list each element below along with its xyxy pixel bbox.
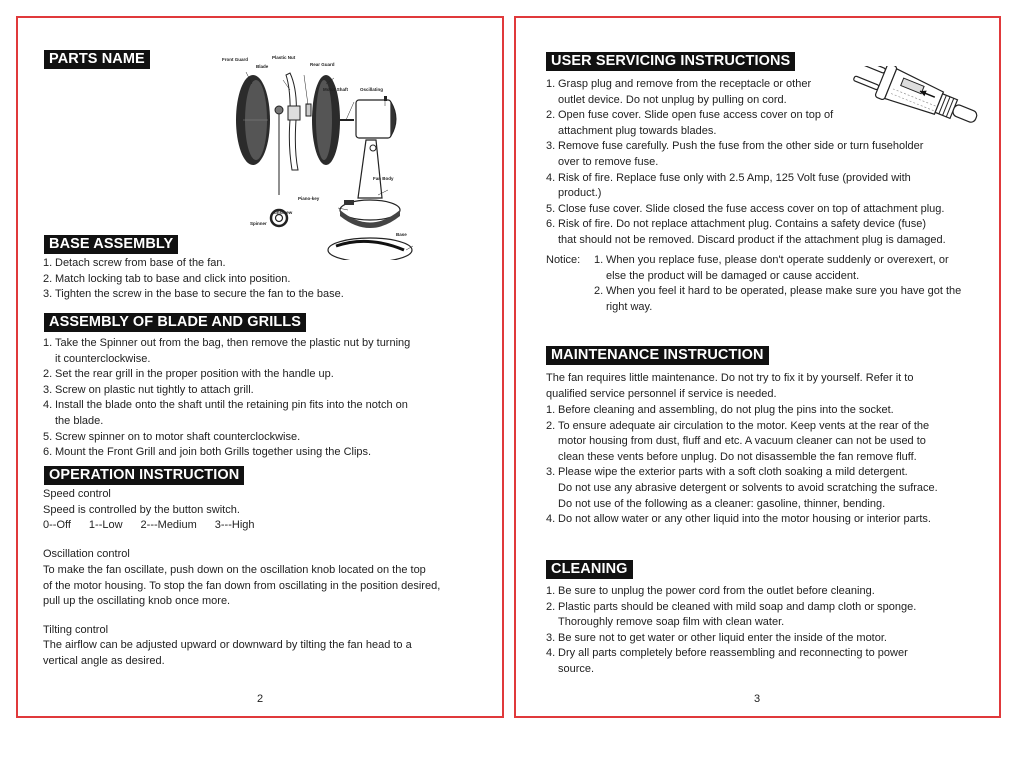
list-item: 2. To ensure adequate air circulation to the motor. Keep vents at the rear of the motor housing from dust, fluff and etc. A vacuum cleaner can not be used to clean these vents before unplug. Do not disassemble the fan remove fluff. — [546, 419, 930, 463]
label-fan-body: Fan Body — [373, 176, 394, 181]
list-item: 2. Plastic parts should be cleaned with mild soap and damp cloth or sponge. Thoroughly remove soap film with clean water. — [546, 600, 917, 629]
list-item: 2. Open fuse cover. Slide open fuse access cover on top of attachment plug towards blades. — [546, 109, 834, 137]
cleaning-steps — [546, 584, 916, 678]
label-motor-shaft: Motor Shaft — [323, 87, 348, 92]
tilting-text: The airflow can be adjusted upward or downward by tilting the fan head to a vertical angle as desired. — [43, 639, 412, 667]
motor-housing-drawing — [356, 96, 396, 138]
cleaning-heading: CLEANING — [546, 560, 633, 579]
list-item: 1. Before cleaning and assembling, do not plug the pins into the socket. — [546, 404, 894, 416]
maintenance-steps — [546, 403, 938, 528]
speed-high: 3---High — [214, 519, 255, 531]
label-blade: Blade — [256, 64, 269, 69]
list-item: 4. Do not allow water or any other liquid into the motor housing or interior parts. — [546, 513, 931, 526]
user-servicing-steps — [546, 77, 946, 249]
tilting-control-heading: Tilting control — [43, 624, 109, 636]
list-item: 1. Grasp plug and remove from the receptacle or other outlet device. Do not unplug by pulling on cord. — [546, 78, 812, 106]
speed-low: 1--Low — [88, 519, 123, 531]
speed-medium: 2---Medium — [140, 519, 197, 531]
blade-assembly-heading: ASSEMBLY OF BLADE AND GRILLS — [44, 313, 306, 332]
label-spinner: Spinner — [250, 221, 267, 226]
fan-body-drawing — [340, 140, 400, 228]
speed-control-heading: Speed control — [43, 488, 111, 500]
list-item: 2. Match locking tab to base and click into position. — [43, 272, 291, 285]
notice-block: Notice: 1. When you replace fuse, please don't operate suddenly or overexert, or else the product will be damaged or cause accident. 2. When you feel it hard to be operated, please make sure you have got the right way. — [546, 254, 962, 313]
notice-item: 2. When you feel it hard to be operated, please make sure you have got the — [594, 285, 962, 298]
list-item: 3. Be sure not to get water or other liquid enter the inside of the motor. — [546, 631, 887, 644]
list-item: 6. Risk of fire. Do not replace attachment plug. Contains a safety device (fuse) that should not be removed. Discard product if the attachment plug is damaged. — [546, 218, 946, 246]
base-assembly-steps — [43, 256, 344, 303]
list-item: 1. Take the Spinner out from the bag, then remove the plastic nut by turning it counterclockwise. — [43, 337, 411, 365]
list-item: 2. Set the rear grill in the proper position with the handle up. — [43, 368, 334, 381]
notice-item: Notice: 1. When you replace fuse, please don't operate suddenly or overexert, or — [546, 254, 949, 266]
manual-page-3 — [514, 16, 1001, 718]
base-assembly-heading: BASE ASSEMBLY — [44, 235, 178, 254]
list-item: 4. Install the blade onto the shaft until the retaining pin fits into the notch on the blade. — [43, 399, 408, 427]
list-item: 3. Please wipe the exterior parts with a soft cloth soaking a mild detergent. Do not use any abrasive detergent or solvents to avoid scratching the sufrace. Do not use of the following as a cleaner: gasoline, thinner, bending. — [546, 466, 938, 510]
list-item: 3. Screw on plastic nut tightly to attach grill. — [43, 383, 254, 396]
list-item: 6. Mount the Front Grill and join both Grills together using the Clips. — [43, 446, 372, 459]
label-unscrew: unscrew — [274, 210, 293, 215]
list-item: 4. Risk of fire. Replace fuse only with 2.5 Amp, 125 Volt fuse (provided with product.) — [546, 171, 911, 200]
list-item: 4. Dry all parts completely before reassembling and reconnecting to power source. — [546, 647, 908, 675]
notice-label: Notice: — [546, 254, 581, 266]
blade-assembly-steps — [43, 336, 410, 461]
list-item: 5. Close fuse cover. Slide closed the fuse access cover on top of attachment plug. — [546, 202, 945, 215]
front-guard-drawing — [236, 75, 270, 165]
speed-settings — [43, 518, 273, 534]
list-item: 5. Screw spinner on to motor shaft counterclockwise. — [43, 430, 301, 443]
page-number: 3 — [754, 693, 761, 705]
oscillation-control-heading: Oscillation control — [43, 548, 130, 560]
oscillation-text: To make the fan oscillate, push down on the oscillation knob located on the top of the motor housing. To stop the fan down from oscillating in the position desired, pull up the oscillating knob once more. — [43, 564, 441, 608]
label-oscillating: Oscillating — [360, 87, 384, 92]
label-piano-key: Piano-key — [298, 196, 320, 201]
maintenance-heading: MAINTENANCE INSTRUCTION — [546, 346, 769, 365]
list-item: 1. Be sure to unplug the power cord from the outlet before cleaning. — [546, 585, 875, 597]
parts-name-heading: PARTS NAME — [44, 50, 150, 69]
user-servicing-heading: USER SERVICING INSTRUCTIONS — [546, 52, 795, 71]
label-base: Base — [396, 232, 407, 237]
label-rear-guard: Rear Guard — [310, 62, 335, 67]
fan-exploded-diagram — [218, 50, 428, 260]
speed-off: 0--Off — [43, 519, 71, 531]
list-item: 1. Detach screw from base of the fan. — [43, 257, 226, 269]
page-number: 2 — [257, 693, 264, 705]
operation-heading: OPERATION INSTRUCTION — [44, 466, 244, 485]
speed-control-text: Speed is controlled by the button switch. — [43, 504, 240, 516]
list-item: 3. Remove fuse carefully. Push the fuse from the other side or turn fuseholder over to remove fuse. — [546, 140, 924, 168]
label-front-guard: Front Guard — [222, 57, 248, 62]
list-item: 3. Tighten the screw in the base to secure the fan to the base. — [43, 288, 344, 301]
manual-page-2 — [16, 16, 504, 718]
maintenance-intro: The fan requires little maintenance. Do not try to fix it by yourself. Refer it to qualified service personnel if service is needed. — [546, 372, 914, 400]
label-plastic-nut: Plastic Nut — [272, 55, 296, 60]
